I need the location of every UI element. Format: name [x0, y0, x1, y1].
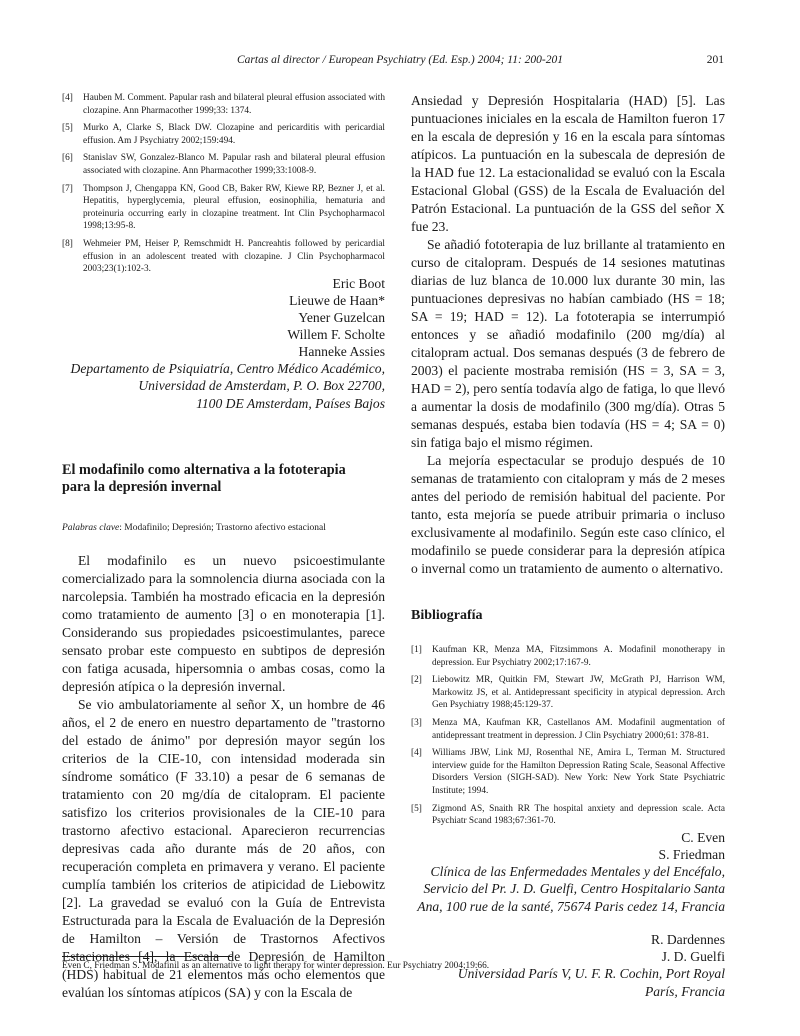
reference-text: Thompson J, Chengappa KN, Good CB, Baker RW, Kiewe RP, Bezner J, et al. Hepatitis, hyperglycemia, pleural effusion, eosinophilia, hematuria and proteinuria occurring early in clozapine treatment. Int Clin Psychopharmacol 1998;13:95-8. [83, 183, 385, 232]
reference-text: Kaufman KR, Menza MA, Fitzsimmons A. Modafinil monotherapy in depression. Eur Psychiatry 2002;17:167-9. [432, 645, 725, 668]
reference-item [411, 674, 725, 712]
affiliation-line: Departamento de Psiquiatría, Centro Médico Académico, [70, 360, 385, 376]
reference-number: [1] [411, 645, 422, 655]
body-paragraph: Se vio ambulatoriamente al señor X, un hombre de 46 años, el 2 de enero en nuestro departamento de "trastorno del estado de ánimo" por depresión mayor según los criterios de la CIE-10, con intensidad moderada sin síndrome somático (F 33.10) a pesar de 6 semanas de tratamiento con 20 mg/día de citalopram. El paciente satisfizo los criterios provisionales de la CIE-10 para trastorno afectivo estacional. Aparecieron recurrencias depresivas cada año durante más de 20 años, con recuperación completa en primavera y verano. El paciente cumplía también los criterios de atipicidad de Liebowitz [2]. La gravedad se evaluó con la Guía de Entrevista Estructurada para la Escala de Evaluación de la Depresión de Hamilton – Versión de Trastornos Afectivos Estacionales [4], la Escala de Depresión de Hamilton (HDS) habitual de 21 elementos más ocho elementos que evalúan los síntomas atípicos (SA) y con la Escala de [62, 697, 385, 1001]
reference-item [62, 238, 385, 276]
previous-letter-references [62, 92, 385, 276]
author-name: Eric Boot [332, 275, 385, 291]
author-name: J. D. Guelfi [661, 949, 725, 965]
reference-number: [7] [62, 183, 73, 194]
affiliation-line: Ana, 100 rue de la santé, 75674 Paris cedez 14, Francia [417, 898, 725, 914]
reference-item [411, 747, 725, 797]
reference-text: Hauben M. Comment. Papular rash and bilateral pleural effusion associated with clozapine. Ann Pharmacother 1999;33: 1374. [83, 93, 385, 116]
page-number: 201 [706, 54, 724, 66]
keywords-label: Palabras clave [62, 523, 120, 534]
author-name: Lieuwe de Haan* [289, 292, 385, 308]
affiliation-line: Clínica de las Enfermedades Mentales y del Encéfalo, [430, 863, 725, 879]
reference-text: Zigmond AS, Snaith RR The hospital anxiety and depression scale. Acta Psychiatr Scand 1983;67:361-70. [432, 803, 725, 827]
left-column [62, 92, 385, 1002]
author-name: Yener Guzelcan [298, 309, 385, 325]
reference-text: Murko A, Clarke S, Black DW. Clozapine and pericarditis with pericardial effusion. Am J Psychiatry 2002;159:494. [83, 123, 385, 146]
reference-text: Williams JBW, Link MJ, Rosenthal NE, Amira L, Terman M. Structured interview guide for the Hamilton Depression Rating Scale, Seasonal Affective Disorders Version (SIGH-SAD). New York: New York State Psychiatric Institute; 1994. [432, 748, 725, 796]
reference-number: [2] [411, 675, 422, 686]
body-paragraph-continued: Ansiedad y Depresión Hospitalaria (HAD) [5]. Las puntuaciones iniciales en la escala de Hamilton fueron 17 en la escala de depresión y 16 en la escala para síntomas atípicos. La puntuación en la subescala de depresión de la HAD fue 12. La estacionalidad se evaluó con la Escala Estacional Global (GSS) de la Escala de Evaluación del Patrón Estacional. La puntuación de la GSS del señor X fue 23. [411, 93, 725, 234]
reference-item [411, 644, 725, 669]
affiliation-line: París, Francia [644, 983, 725, 999]
affiliation-line: Servicio del Pr. J. D. Guelfi, Centro Hospitalario Santa [423, 881, 725, 897]
author-name: Hanneke Assies [298, 343, 385, 359]
reference-item [411, 803, 725, 828]
keywords [62, 522, 385, 534]
author-name: S. Friedman [658, 846, 725, 862]
affiliation-line: 1100 DE Amsterdam, Países Bajos [196, 395, 385, 411]
reference-item [62, 122, 385, 147]
reference-item [62, 152, 385, 177]
reference-number: [3] [411, 717, 422, 728]
article-title [62, 462, 385, 496]
reference-number: [5] [62, 123, 73, 134]
reference-number: [8] [62, 238, 73, 249]
body-paragraph: El modafinilo es un nuevo psicoestimulante comercializado para la somnolencia diurna asociada con la narcolepsia. También ha mostrado eficacia en la depresión como tratamiento de aumento [3] o en monoterapia [1]. Considerando sus propiedades psicoestimulantes, parece sensato probar este compuesto en subtipos de depresión con fatiga acusada, hipersomnia o ambas cosas, como la depresión atípica o la depresión invernal. [62, 553, 385, 695]
affiliation-line: Universidad París V, U. F. R. Cochin, Port Royal [457, 966, 725, 982]
reference-item [62, 183, 385, 233]
reference-item [411, 717, 725, 742]
letter-affiliation-group-1 [411, 863, 725, 916]
running-header [0, 54, 800, 70]
affiliation-line: Universidad de Amsterdam, P. O. Box 22700, [138, 378, 385, 394]
reference-text: Menza MA, Kaufman KR, Castellanos AM. Modafinil augmentation of antidepressant treatment in depression. J Clin Psychiatry 2000;61: 378-81. [432, 717, 725, 741]
citation-footer: Even C, Friedman S. Modafinil as an alternative to light therapy for winter depression. Eur Psychiatry 2004;19:66. [62, 961, 490, 971]
reference-text: Wehmeier PM, Heiser P, Remschmidt H. Pancreahtis followed by pericardial effusion in an adolescent treated with clozapine. J Clin Psychopharmacol 2003;23(1):102-3. [83, 238, 385, 275]
previous-letter-affiliation [62, 360, 385, 413]
reference-number: [6] [62, 153, 73, 164]
author-name: Willem F. Scholte [287, 326, 385, 342]
reference-item [62, 92, 385, 117]
article-title-line: El modafinilo como alternativa a la fototerapia [62, 462, 346, 479]
reference-number: [4] [62, 93, 73, 103]
reference-text: Stanislav SW, Gonzalez-Blanco M. Papular rash and bilateral pleural effusion associated with clozapine. Ann Pharmacother 1999;33:1008-9. [83, 153, 385, 176]
reference-number: [5] [411, 803, 422, 814]
previous-letter-authors [62, 275, 385, 360]
body-paragraph: Se añadió fototerapia de luz brillante al tratamiento en curso de citalopram. Después de 14 sesiones matutinas diarias de luz blanca de 10.000 lux durante 30 min, las puntuaciones depresivas no habían cambiado (HS = 18; SA = 19; HAD = 12). La fototerapia se interrumpió entonces y se añadió modafinilo (200 mg/día) al citalopram actual. Dos semanas después (3 de febrero de 2003) el paciente mostraba remisión (HS = 3, SA = 3, HAD = 2), pero sentía todavía algo de fatiga, lo que llevó a aumentar la dosis de modafinilo (300 mg/día). Otras 5 semanas después, estaba bien todavía (HS = 4; SA = 0) sin fatiga bajo el mismo régimen. [411, 237, 725, 450]
body-paragraph: La mejoría espectacular se produjo después de 10 semanas de tratamiento con citalopram y más de 2 meses antes del periodo de remisión habitual del paciente. Por tanto, esta mejoría se puede atribuir primaria o incluso exclusivamente al modafinilo. Según este caso clínico, el modafinilo se puede considerar para la depresión atípica o invernal como un tratamiento de aumento o alternativo. [411, 453, 725, 576]
reference-text: Liebowitz MR, Quitkin FM, Stewart JW, McGrath PJ, Harrison WM, Markowitz JS, et al. Antidepressant specificity in atypical depression. Arch Gen Psychiatry 1988;45:129-37. [432, 675, 725, 711]
letter-authors-group-1 [411, 829, 725, 863]
author-name: C. Even [681, 829, 725, 845]
author-name: R. Dardennes [651, 932, 725, 948]
keywords-list: : Modafinilo; Depresión; Trastorno afectivo estacional [119, 523, 326, 534]
footer-divider [62, 956, 232, 957]
article-body-left [62, 552, 385, 1002]
bibliography-heading: Bibliografía [411, 608, 483, 623]
article-title-line: para la depresión invernal [62, 479, 222, 496]
bibliography-list [411, 644, 725, 828]
right-column [411, 92, 725, 1000]
reference-number: [4] [411, 748, 422, 759]
journal-running-title: Cartas al director / European Psychiatry (Ed. Esp.) 2004; 11: 200-201 [236, 54, 563, 66]
